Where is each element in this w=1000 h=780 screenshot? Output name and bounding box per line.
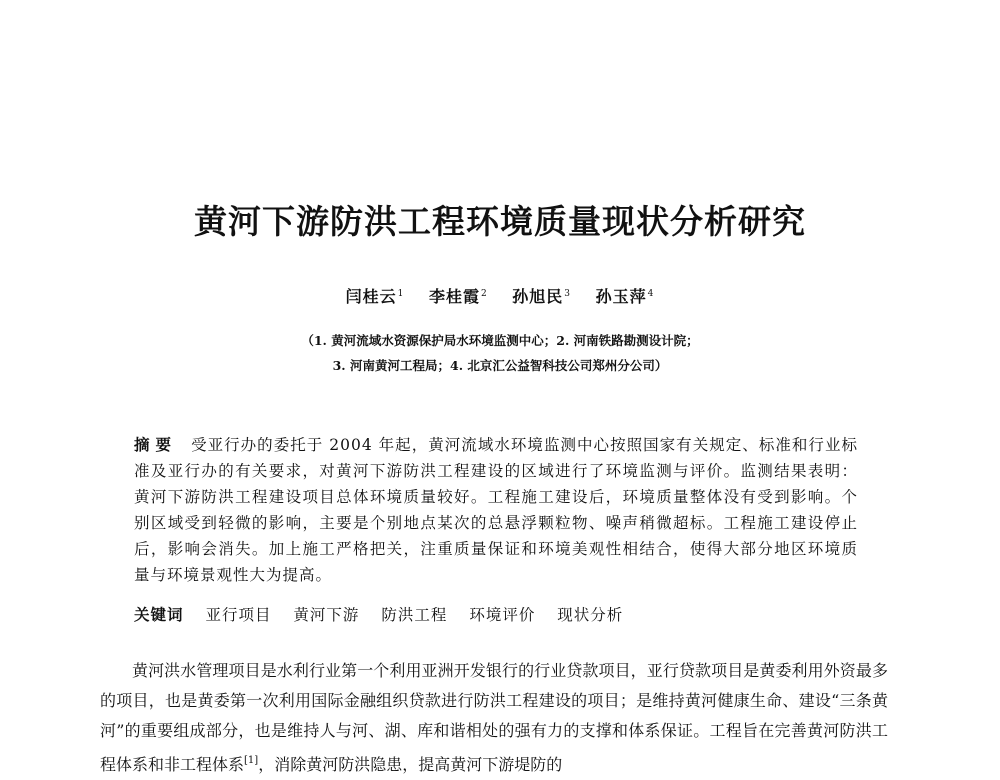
author-name: 李桂霞 [428,287,480,306]
author-affiliation-mark: 4 [647,289,655,299]
abstract [134,432,858,588]
author-3 [512,284,571,307]
keyword-item: 亚行项目 [205,606,272,624]
body-text-part-2: ，消除黄河防洪隐患，提高黄河下游堤防的 [258,755,563,774]
author-1 [346,284,405,307]
abstract-text: 受亚行办的委托于 2004 年起，黄河流域水环境监测中心按照国家有关规定、标准和行业标准及亚行办的有关要求，对黄河下游防洪工程建设的区域进行了环境监测与评价。监测结果表明：黄河下游防洪工程建设项目总体环境质量较好。工程施工建设后，环境质量整体没有受到影响。个别区域受到轻微的影响，主要是个别地点某次的总悬浮颗粒物、噪声稍微超标。工程施工建设停止后，影响会消失。加上施工严格把关，注重质量保证和环境美观性相结合，使得大部分地区环境质量与环境景观性大为提高。 [134,436,858,584]
keywords-label: 关键词 [134,606,184,624]
abstract-label: 摘要 [134,436,178,454]
keyword-item: 防洪工程 [381,606,448,624]
citation-reference: [1] [244,755,259,766]
paper-title: 黄河下游防洪工程环境质量现状分析研究 [194,202,806,241]
body-text-part-1: 黄河洪水管理项目是水利行业第一个利用亚洲开发银行的行业贷款项目，亚行贷款项目是黄委利用外资最多的项目，也是黄委第一次利用国际金融组织贷款进行防洪工程建设的项目；是维持黄河健康生命、建设“三条黄河”的重要组成部分，也是维持人与河、湖、库和谐相处的强有力的支撑和体系保证。工程旨在完善黄河防洪工程体系和非工程体系 [100,661,888,774]
author-name: 孙旭民 [512,287,564,306]
keywords [134,603,858,625]
keyword-item: 环境评价 [469,606,536,624]
author-affiliation-mark: 2 [480,289,488,299]
author-name: 孙玉萍 [595,287,647,306]
keyword-item: 黄河下游 [293,606,360,624]
affiliation-line-1: （1. 黄河流域水资源保护局水环境监测中心；2. 河南铁路勘测设计院； [301,333,699,348]
author-affiliation-mark: 3 [564,289,572,299]
author-2 [429,284,488,307]
author-list [0,284,1000,307]
author-affiliation-mark: 1 [397,289,405,299]
author-4 [596,284,655,307]
body-paragraph [100,656,888,780]
keyword-item: 现状分析 [557,606,624,624]
author-name: 闫桂云 [345,287,397,306]
affiliation-line-2: 3. 河南黄河工程局；4. 北京汇公益智科技公司郑州分公司） [332,358,668,373]
